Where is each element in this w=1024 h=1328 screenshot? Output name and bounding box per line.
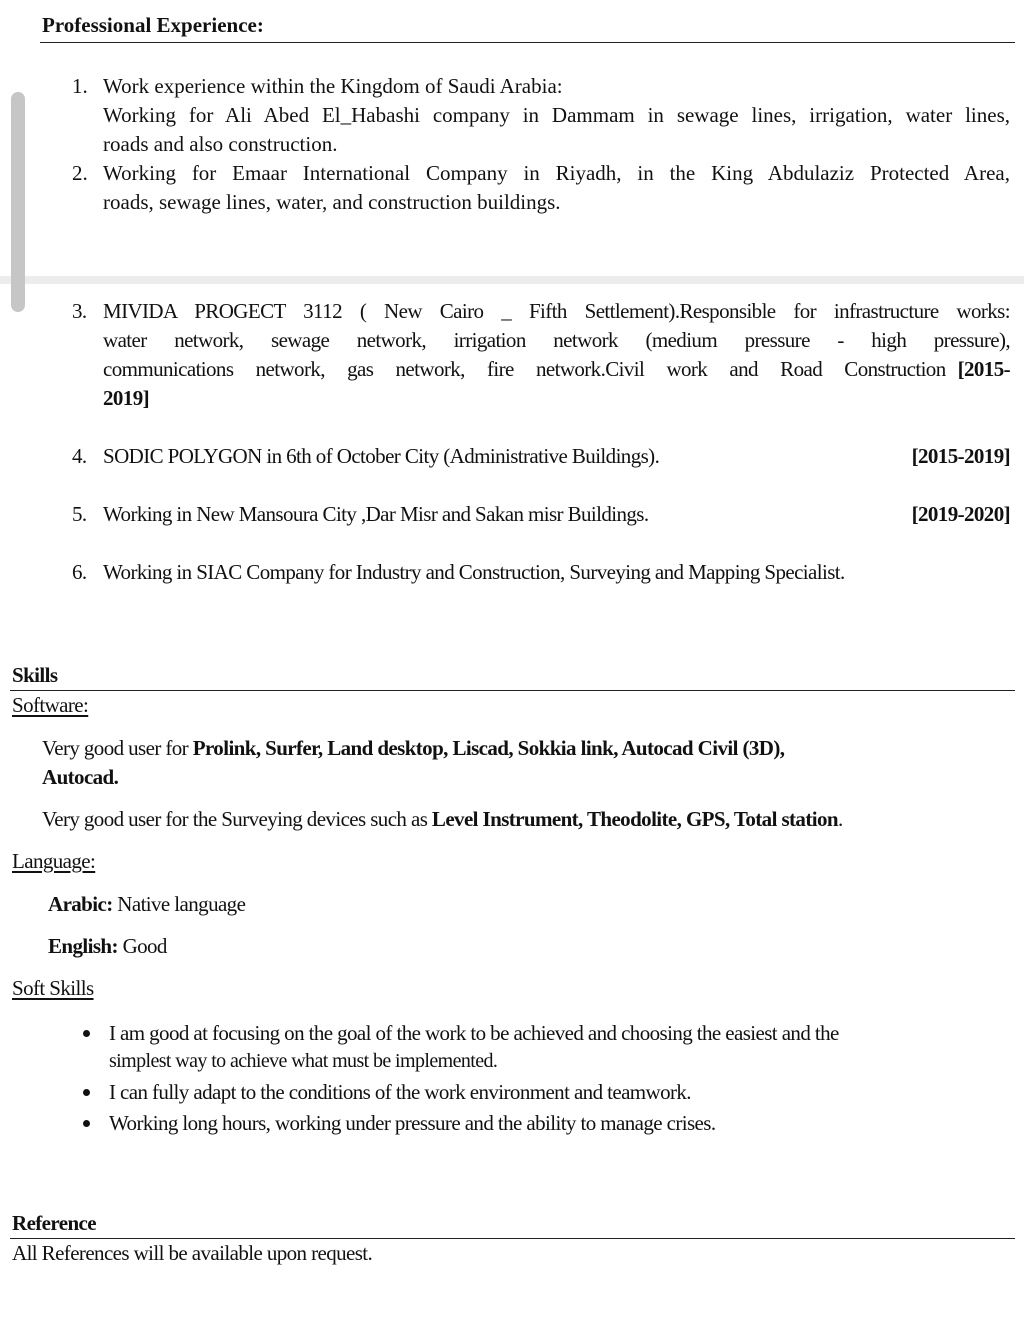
experience-item-text: Working for Emaar International Company in Riyadh, in the King Abdulaziz Protected Area,: [103, 161, 1010, 185]
experience-item-text: roads and also construction.: [103, 132, 338, 156]
language-item: [48, 890, 245, 919]
experience-item-text: Working in SIAC Company for Industry and Construction, Surveying and Mapping Specialist.: [103, 560, 845, 584]
bullet-icon: [83, 1120, 90, 1127]
experience-item-text: water network, sewage network, irrigation network (medium pressure - high pressure),: [103, 328, 1010, 352]
page-separator: [0, 276, 1024, 284]
experience-item-number: 4.: [72, 444, 87, 468]
experience-item-text: roads, sewage lines, water, and construction buildings.: [103, 190, 561, 214]
skills-rule: [10, 690, 1015, 691]
experience-item-heading: Work experience within the Kingdom of Saudi Arabia:: [103, 74, 563, 98]
soft-skill-text: I am good at focusing on the goal of the work to be achieved and choosing the easiest and the: [109, 1021, 839, 1045]
experience-rule: [40, 42, 1015, 43]
soft-skills-label: Soft Skills: [12, 976, 94, 1000]
experience-item-line: [103, 297, 1010, 326]
experience-title: Professional Experience:: [42, 13, 264, 37]
experience-item-line: [103, 355, 1010, 384]
bullet-icon: [83, 1030, 90, 1037]
experience-item-years: 2019]: [103, 386, 149, 410]
language-level: Native language: [117, 892, 246, 916]
experience-item-text: MIVIDA PROGECT 3112 ( New Cairo _ Fifth Settlement).Responsible for infrastructure works:: [103, 299, 1010, 323]
language-name: Arabic:: [48, 892, 113, 916]
devices-list: Level Instrument, Theodolite, GPS, Total station: [431, 807, 838, 831]
experience-item-text: Working for Ali Abed El_Habashi company in Dammam in sewage lines, irrigation, water lines,: [103, 103, 1010, 127]
devices-prefix: Very good user for the Surveying devices such as: [42, 807, 432, 831]
language-item: [48, 932, 167, 961]
soft-skill-text: Working long hours, working under pressure and the ability to manage crises.: [109, 1111, 716, 1135]
experience-item-line: [103, 326, 1010, 355]
software-line: [42, 734, 784, 763]
soft-skill-text: simplest way to achieve what must be implemented.: [109, 1050, 498, 1072]
software-tools: Prolink, Surfer, Land desktop, Liscad, Sokkia link, Autocad Civil (3D),: [192, 736, 785, 760]
skills-title: Skills: [12, 663, 58, 687]
soft-skill-text: I can fully adapt to the conditions of the work environment and teamwork.: [109, 1080, 691, 1104]
scrollbar-thumb[interactable]: [11, 92, 25, 312]
bullet-icon: [83, 1089, 90, 1096]
experience-item-line: [103, 159, 1010, 188]
experience-item-text: SODIC POLYGON in 6th of October City (Administrative Buildings).: [103, 444, 660, 468]
experience-item-years: [2015-2019]: [911, 444, 1010, 468]
experience-item-number: 3.: [72, 299, 87, 323]
software-prefix: Very good user for: [42, 736, 193, 760]
language-name: English:: [48, 934, 118, 958]
experience-item-text: communications network, gas network, fire network.Civil work and Road Construction: [103, 357, 946, 381]
reference-title: Reference: [12, 1211, 96, 1235]
experience-item-text: Working in New Mansoura City ,Dar Misr and Sakan misr Buildings.: [103, 502, 649, 526]
devices-line: [42, 805, 843, 834]
reference-text: All References will be available upon request.: [12, 1241, 373, 1265]
language-level: Good: [122, 934, 167, 958]
experience-item-line: [103, 101, 1010, 130]
experience-item-number: 5.: [72, 502, 87, 526]
experience-item-years: [2015-: [957, 357, 1010, 381]
devices-suffix: .: [837, 807, 843, 831]
experience-item-years: [2019-2020]: [911, 502, 1010, 526]
experience-item-number: 6.: [72, 560, 87, 584]
experience-item-number: 2.: [72, 161, 88, 185]
software-label: Software:: [12, 693, 89, 717]
software-tools: Autocad.: [42, 765, 119, 789]
language-label: Language:: [12, 849, 96, 873]
experience-item-number: 1.: [72, 74, 88, 98]
